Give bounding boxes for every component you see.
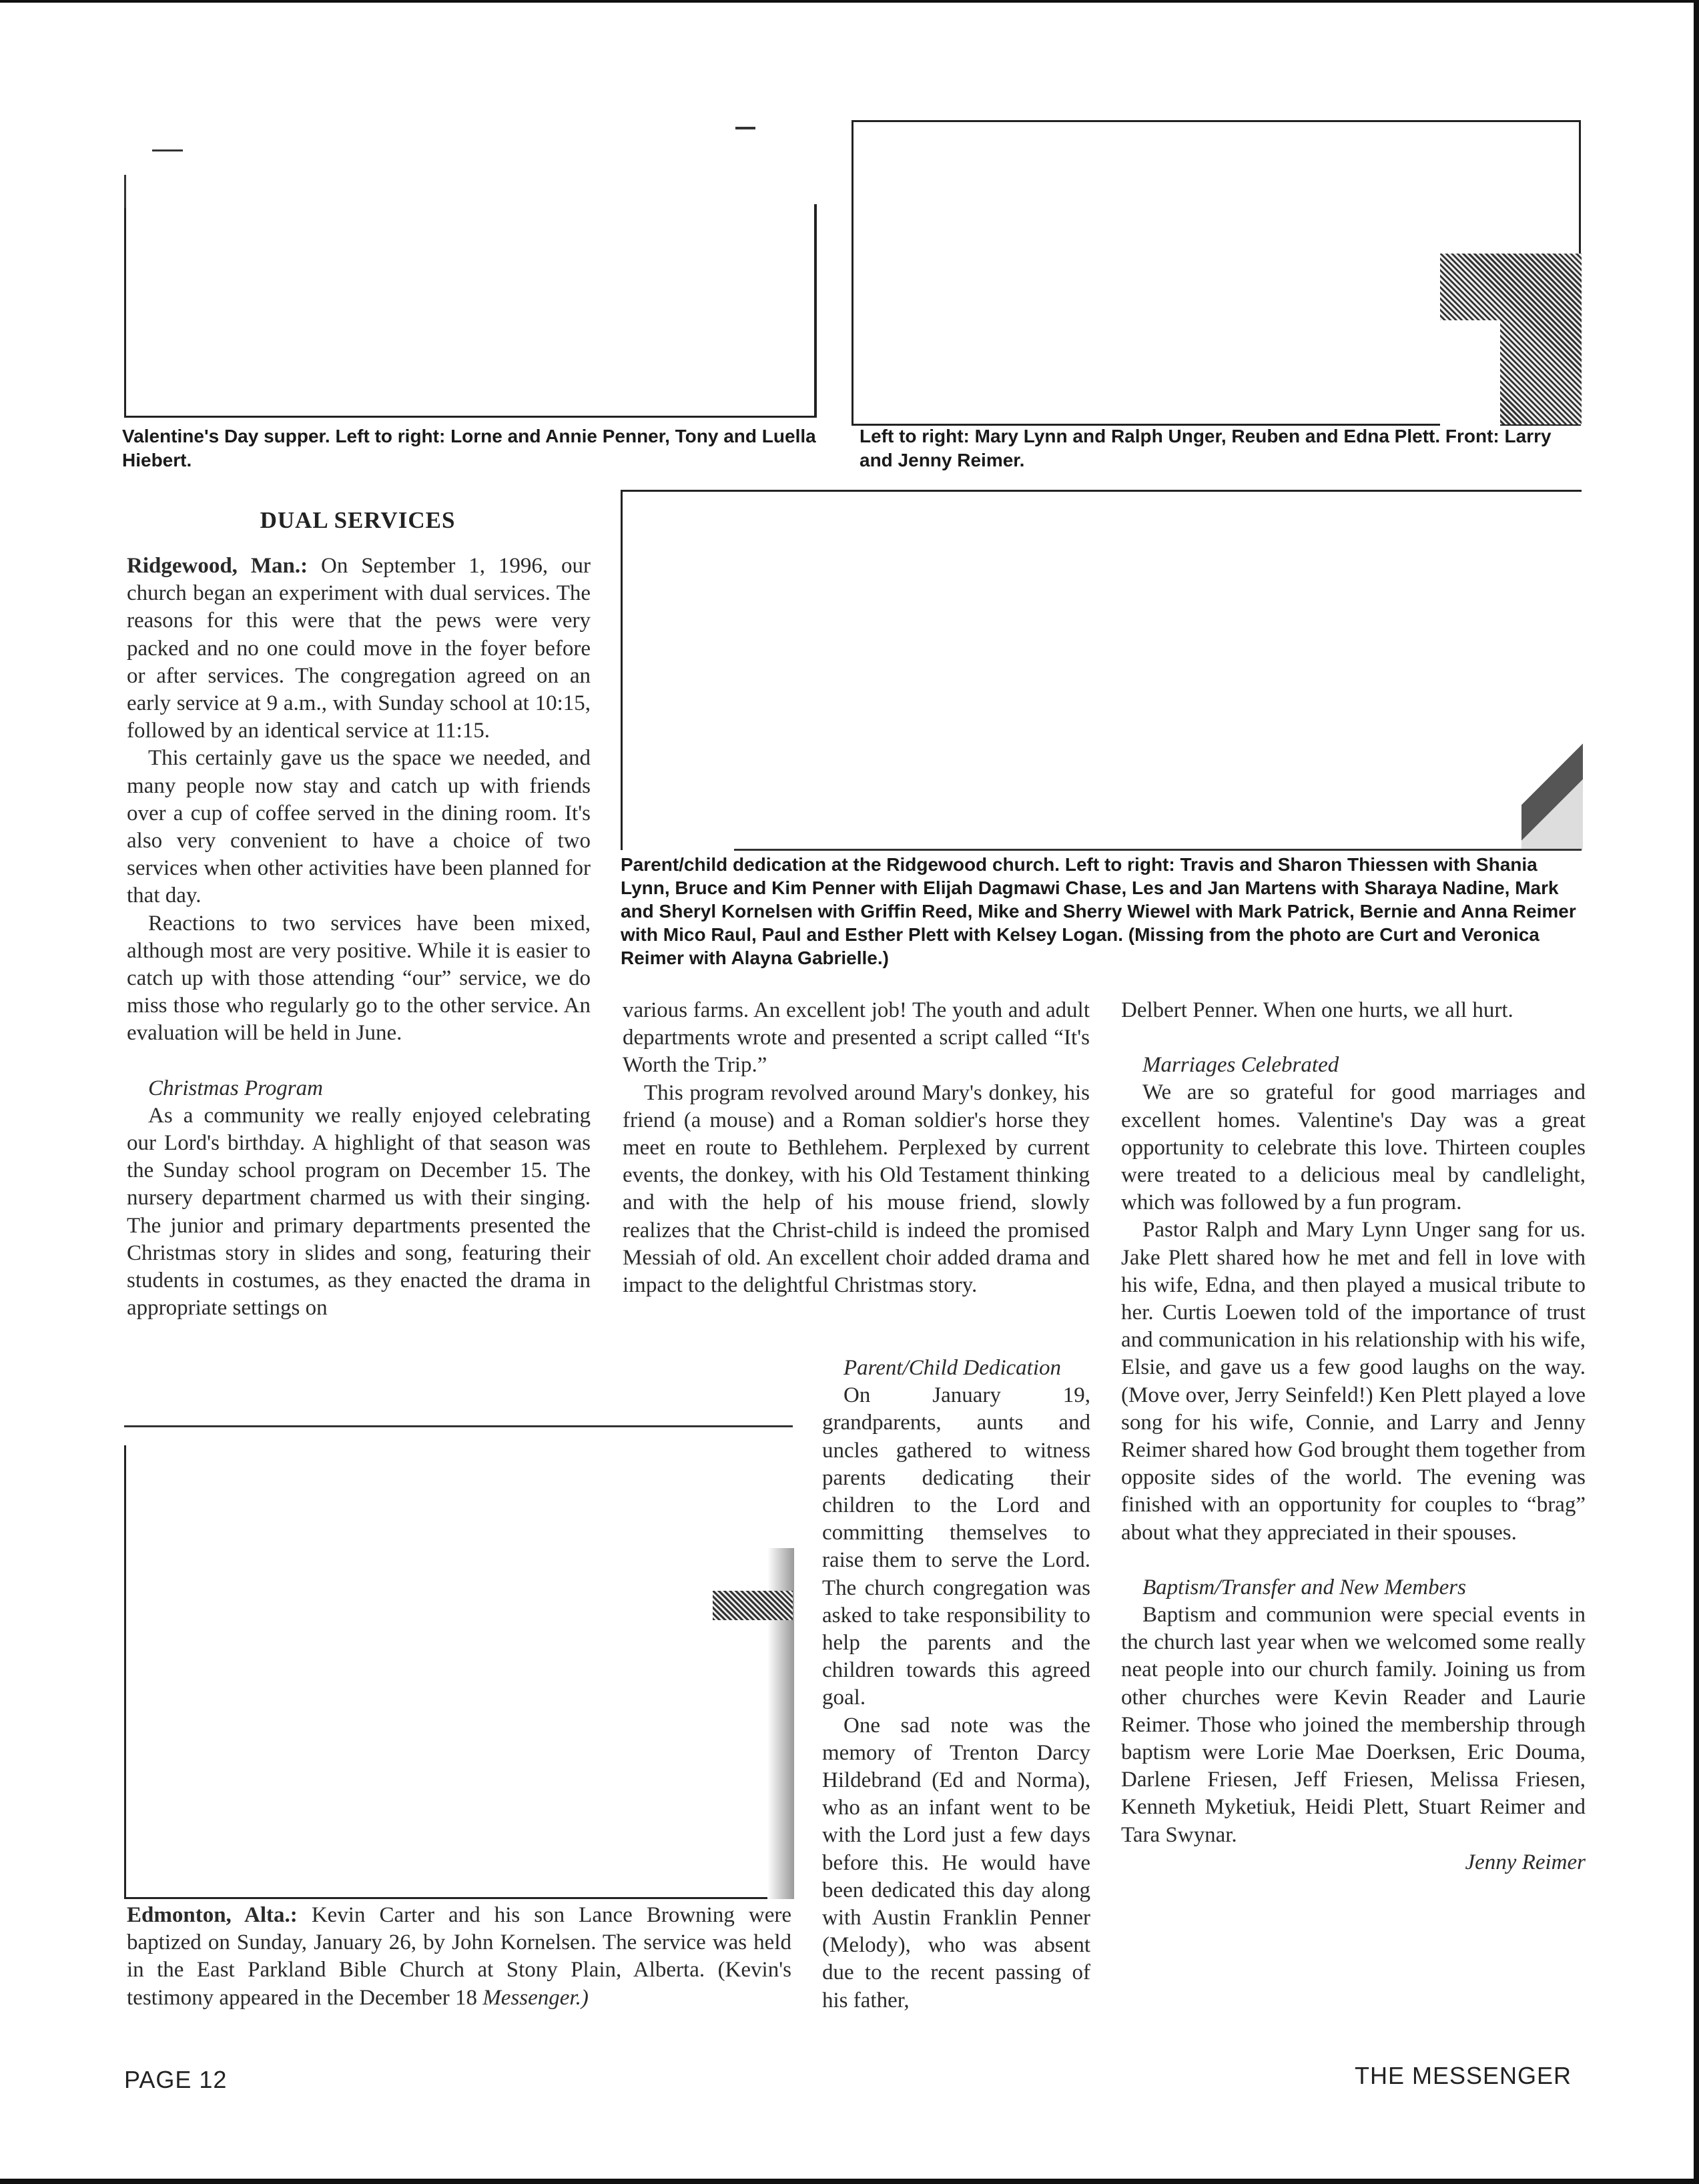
- dateline: Edmonton, Alta.:: [127, 1903, 298, 1927]
- photo-bottom-edge: [734, 849, 1582, 851]
- scan-edge-bottom: [0, 2179, 1699, 2184]
- paragraph-text: On September 1, 1996, our church began an experiment with dual services. The reasons for this were that the pews were very packed and no one could move in the foyer before or after services. The congregation agreed on an early service at 9 a.m., with Sunday school at 10:15, followed by an identical service at 11:15.: [127, 554, 591, 743]
- subheading: Christmas Program: [148, 1076, 323, 1100]
- photo-fragment-mask: [1440, 320, 1500, 427]
- photo-mark: [124, 175, 126, 208]
- paragraph: [127, 553, 591, 745]
- paragraph: This certainly gave us the space we needed, and many people now stay and catch up with friends over a cup of coffee served in the dining room. It's also very convenient to have a choice of two services when other activities have been planned for that day.: [127, 746, 591, 908]
- dateline: Ridgewood, Man.:: [127, 554, 308, 578]
- paragraph: [127, 1902, 791, 2012]
- page-number: PAGE 12: [124, 2066, 228, 2093]
- subheading: Baptism/Transfer and New Members: [1142, 1575, 1466, 1599]
- signature: Jenny Reimer: [1465, 1850, 1586, 1874]
- paragraph: Delbert Penner. When one hurts, we all hurt.: [1121, 998, 1513, 1022]
- edmonton-text: [127, 1902, 791, 2012]
- valentine-caption: Valentine's Day supper. Left to right: Lorne and Annie Penner, Tony and Luella Hiebert.: [122, 426, 816, 470]
- dedication-caption: Parent/child dedication at the Ridgewood church. Left to right: Travis and Sharon Thiessen with Shania Lynn, Bruce and Kim Penner with Elijah Dagmawi Chase, Les and Jan Martens with Sharaya Nadine, Mark and Sheryl Kornelsen with Griffin Reed, Mike and Sherry Wiewel with Mark Patrick, Bernie and Anna Reimer with Mico Raul, Paul and Esther Plett with Kelsey Logan. (Missing from the photo are Curt and Veronica Reimer with Alayna Gabrielle.): [621, 854, 1576, 968]
- source: Messenger.): [482, 1985, 589, 2010]
- right-column: [1121, 997, 1586, 1876]
- edmonton-photo-top-rule: [124, 1425, 793, 1427]
- middle-column: [623, 997, 1090, 1299]
- dedication-photo: [621, 490, 1582, 850]
- photo-mark: [735, 127, 755, 129]
- subheading: Marriages Celebrated: [1142, 1053, 1339, 1078]
- paragraph: On January 19, grandparents, aunts and uncles gathered to witness parents dedicating their children to the Lord and committing themselves to raise them to serve the Lord. The church congregation was asked to take responsibility to help the parents and the children towards this agreed goal.: [822, 1383, 1090, 1710]
- article-heading: DUAL SERVICES: [260, 507, 456, 533]
- dedication-column: [822, 1355, 1090, 2015]
- paragraph: Pastor Ralph and Mary Lynn Unger sang for us. Jake Plett shared how he met and fell in love with his wife, Edna, and then played a musical tribute to her. Curtis Loewen told of the importance of trust and communication in his relationship with his wife, Elsie, and gave us a few good laughs on the way. (Move over, Jerry Seinfeld!) Ken Plett played a love song for his wife, Connie, and Larry and Jenny Reimer shared how God brought them together from opposite sides of the world. The evening was finished with an opportunity for couples to “brag” about what they appreciated in their spouses.: [1121, 1218, 1586, 1545]
- paragraph: We are so grateful for good marriages and excellent homes. Valentine's Day was a great opportunity to celebrate this love. Thirteen couples were treated to a delicious meal by candlelight, which was followed by a fun program.: [1121, 1080, 1586, 1215]
- paragraph: One sad note was the memory of Trenton Darcy Hildebrand (Ed and Norma), who as an infant went to be with the Lord just a few days before this. He would have been dedicated this day along with Austin Franklin Penner (Melody), who was absent due to the recent passing of his father,: [822, 1713, 1090, 2013]
- paragraph-text: Kevin Carter and his son Lance Browning were baptized on Sunday, January 26, by John Kornelsen. The service was held in the East Parkland Bible Church at Stony Plain, Alberta. (Kevin's testimony appeared in the December 18: [127, 1903, 792, 2010]
- photo-fragment: [713, 1591, 793, 1620]
- publication-name: THE MESSENGER: [1355, 2062, 1572, 2089]
- left-column: [127, 553, 591, 1322]
- scan-edge-right: [1694, 0, 1699, 2184]
- paragraph: As a community we really enjoyed celebrating our Lord's birthday. A highlight of that season was the Sunday school program on December 15. The nursery department charmed us with their singing. The junior and primary departments presented the Christmas story in slides and song, featuring their students in costumes, as they enacted the drama in appropriate settings on: [127, 1103, 591, 1321]
- edmonton-photo: [124, 1445, 794, 1899]
- paragraph: This program revolved around Mary's donkey, his friend (a mouse) and a Roman soldier's horse they meet en route to Bethlehem. Perplexed by current events, the donkey, with his Old Testament thinking and with the help of his mouse friend, slowly realizes that the Christ-child is indeed the promised Messiah of old. An excellent choir added drama and impact to the delightful Christmas story.: [623, 1080, 1090, 1298]
- subheading: Parent/Child Dedication: [843, 1356, 1061, 1380]
- valentine-photo: [124, 204, 817, 418]
- unger-caption: Left to right: Mary Lynn and Ralph Unger, Reuben and Edna Plett. Front: Larry and Jenny Reimer.: [860, 426, 1552, 470]
- photo-fragment: [1521, 734, 1583, 850]
- photo-mark: [152, 149, 183, 151]
- paragraph: Baptism and communion were special events in the church last year when we welcomed some really neat people into our church family. Joining us from other churches were Kevin Reader and Laurie Reimer. Those who joined the membership through baptism were Lorie Mae Doerksen, Eric Douma, Darlene Friesen, Jeff Friesen, Melissa Friesen, Kenneth Myketiuk, Heidi Plett, Stuart Reimer and Tara Swynar.: [1121, 1603, 1586, 1847]
- scan-edge-top: [0, 0, 1699, 3]
- paragraph: various farms. An excellent job! The youth and adult departments wrote and presented a script called “It's Worth the Trip.”: [623, 998, 1090, 1078]
- paragraph: Reactions to two services have been mixed, although most are very positive. While it is easier to catch up with those attending “our” service, we do miss those who regularly go to the other service. An evaluation will be held in June.: [127, 911, 591, 1046]
